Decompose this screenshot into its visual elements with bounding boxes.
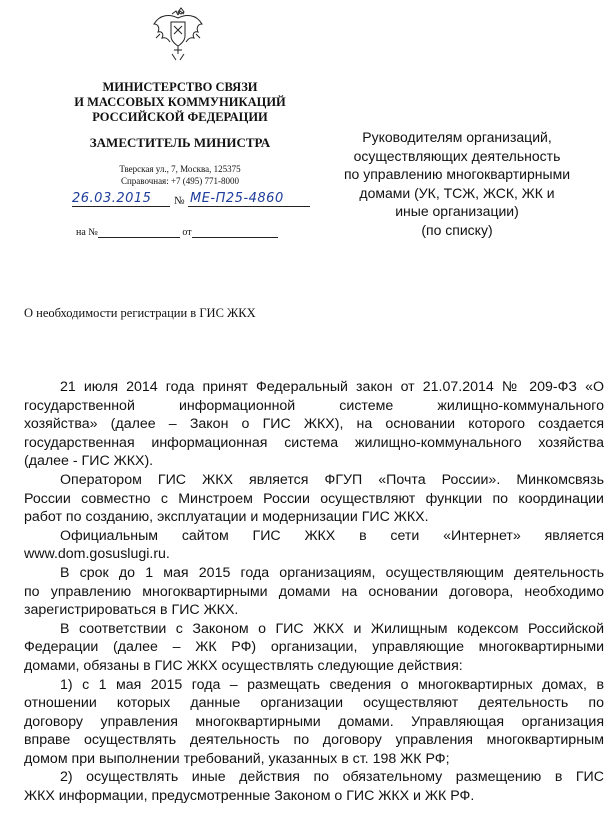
body-line: Федерации (далее – ЖК РФ) организации, управляющие многоквартирными xyxy=(24,639,604,656)
phone-line: Справочная: +7 (495) 771-8000 xyxy=(120,176,240,186)
address-line: Тверская ул., 7, Москва, 125375 xyxy=(119,164,241,174)
ref-number-blank xyxy=(98,237,180,238)
body-line: 2) осуществлять иные действия по обязательному размещению в ГИС xyxy=(60,769,604,786)
body-line: В соответствии с Законом о ГИС ЖКХ и Жилищным кодексом Российской xyxy=(60,620,604,637)
handwritten-date: 26.03.2015 xyxy=(72,191,152,206)
recipient-line: иные организации) xyxy=(395,203,519,219)
ministry-name-line: МИНИСТЕРСТВО СВЯЗИ xyxy=(102,80,258,94)
recipient-line: по управлению многоквартирными xyxy=(343,166,571,182)
body-line: домом при выполнении требований, указанных в ст. 198 ЖК РФ; xyxy=(24,750,450,767)
body-line: России совместно с Минстроем России осуществляют функции по координации xyxy=(24,490,604,507)
body-line: зарегистрироваться в ГИС ЖКХ. xyxy=(24,602,239,619)
body-line: государственной информационной системе жилищно-коммунального xyxy=(24,397,604,414)
letter-subject: О необходимости регистрации в ГИС ЖКХ xyxy=(24,306,256,320)
paragraph-operator xyxy=(24,471,604,527)
letter-body xyxy=(24,378,604,806)
ref-date-blank xyxy=(192,237,278,238)
reference-line xyxy=(76,227,316,238)
paragraph-official-site xyxy=(24,527,604,564)
body-line: 21 июля 2014 года принят Федеральный закон от 21.07.2014 № 209-ФЗ «О xyxy=(60,379,604,395)
body-line: договору управления многоквартирными домами. Управляющая организация xyxy=(24,713,604,730)
coat-of-arms-emblem xyxy=(150,4,206,66)
number-underline xyxy=(188,206,310,207)
body-line: Оператором ГИС ЖКХ является ФГУП «Почта России». Минкомсвязь xyxy=(60,471,604,488)
body-line: 1) с 1 мая 2015 года – размещать сведения о многоквартирных домах, в xyxy=(60,676,604,693)
ministry-name-line: РОССИЙСКОЙ ФЕДЕРАЦИИ xyxy=(92,110,268,124)
recipient-line: Руководителям организаций, xyxy=(362,129,552,145)
body-line: (далее - ГИС ЖКХ). xyxy=(24,453,154,470)
date-underline xyxy=(72,206,170,207)
body-line: Официальным сайтом ГИС ЖКХ в сети «Интернет» является xyxy=(60,527,604,544)
ref-prefix: на № xyxy=(76,227,98,238)
handwritten-reg-number: МЕ-П25-4860 xyxy=(190,191,284,206)
body-line: хозяйства» (далее – Закон о ГИС ЖКХ), на основании которого создается xyxy=(24,416,604,433)
body-line: вправе осуществлять деятельность по договору управления многоквартирным xyxy=(24,732,604,749)
body-line: по управлению многоквартирными домами на основании договора, необходимо xyxy=(24,583,604,600)
paragraph-item-2 xyxy=(24,768,604,805)
ministry-address xyxy=(60,163,300,187)
recipient-block xyxy=(322,128,592,239)
ministry-name xyxy=(60,80,300,125)
body-line: www.dom.gosuslugi.ru. xyxy=(24,546,170,563)
paragraph-deadline xyxy=(24,564,604,620)
body-line: ЖКХ информации, предусмотренные Законом о ГИС ЖКХ и ЖК РФ. xyxy=(24,788,475,805)
body-line: государственная информационная система жилищно-коммунального хозяйства xyxy=(24,434,604,451)
registration-line xyxy=(72,189,312,211)
paragraph-law-adopted xyxy=(24,378,604,471)
paragraph-obligations xyxy=(24,620,604,676)
body-line: отношении которых данные организации осуществляют деятельность по xyxy=(24,695,604,712)
recipient-line: домами (УК, ТСЖ, ЖСК, ЖК и xyxy=(359,184,555,201)
ref-from: от xyxy=(182,227,192,238)
body-line: домами, обязаны в ГИС ЖКХ осуществлять следующие действия: xyxy=(24,657,463,674)
number-sign: № xyxy=(174,195,185,207)
paragraph-item-1 xyxy=(24,676,604,769)
body-line: В срок до 1 мая 2015 года организациям, осуществляющим деятельность xyxy=(60,564,604,581)
ministry-name-line: И МАССОВЫХ КОММУНИКАЦИЙ xyxy=(74,95,286,109)
recipient-line: (по списку) xyxy=(421,221,493,238)
body-line: работ по созданию, эксплуатации и модернизации ГИС ЖКХ. xyxy=(24,509,429,526)
recipient-line: осуществляющих деятельность xyxy=(353,147,561,164)
deputy-minister-title: ЗАМЕСТИТЕЛЬ МИНИСТРА xyxy=(89,135,271,150)
